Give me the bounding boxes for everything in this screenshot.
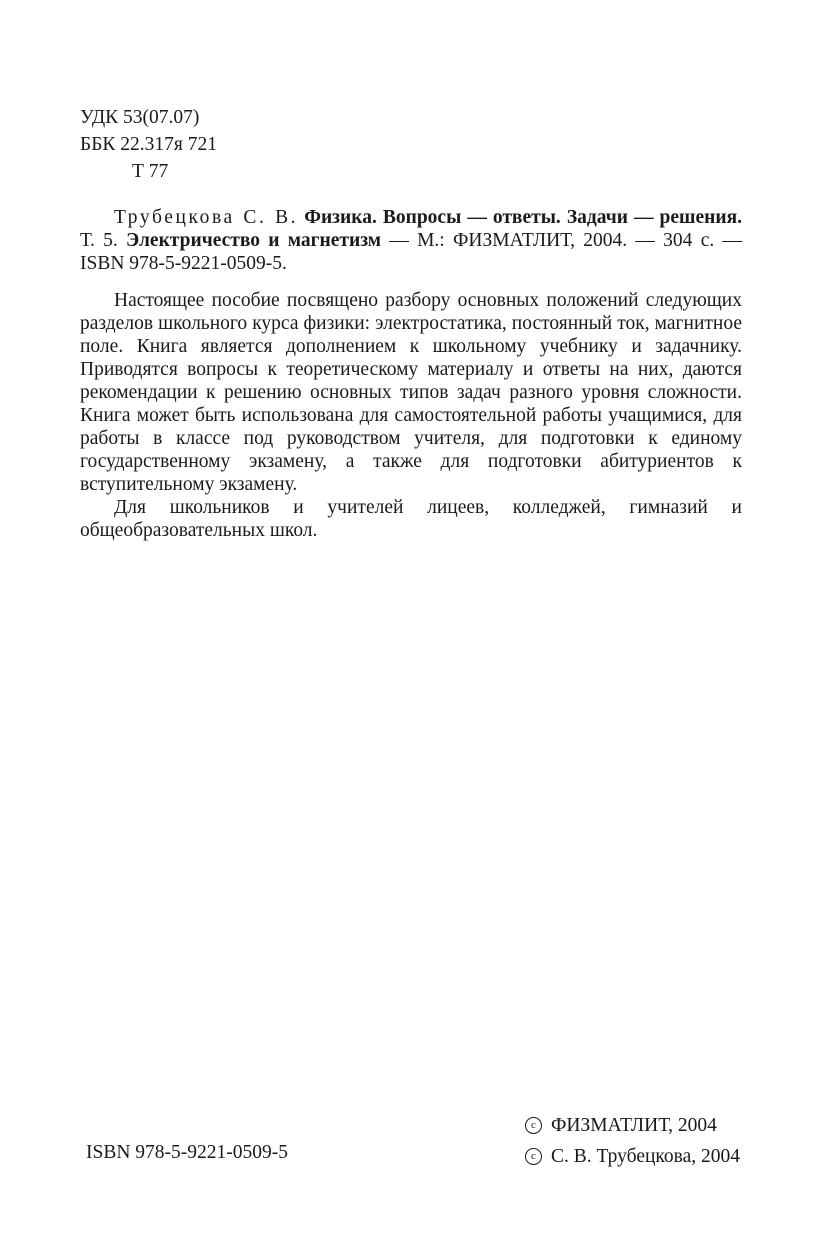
annotation <box>80 289 742 542</box>
volume-number: Т. 5. <box>80 230 118 251</box>
book-title: Физика. Вопросы — ответы. Задачи — решения. <box>304 207 742 228</box>
volume-title: Электричество и магнетизм <box>126 230 382 251</box>
publication-info: — М.: ФИЗМАТЛИТ, 2004. — 304 с. — ISBN 978-5-9221-0509-5. <box>80 230 742 274</box>
author-name: Трубецкова С. В. <box>114 207 299 228</box>
copyright-icon: c <box>525 1117 542 1134</box>
copyright-block <box>525 1110 740 1172</box>
copyright-author: С. В. Трубецкова, 2004 <box>551 1146 741 1167</box>
isbn-footer: ISBN 978-5-9221-0509-5 <box>86 1142 289 1163</box>
copyright-publisher: ФИЗМАТЛИТ, 2004 <box>551 1115 717 1136</box>
bibliographic-paragraph <box>80 206 742 275</box>
bibliographic-record <box>80 206 742 275</box>
annotation-paragraph-1: Настоящее пособие посвящено разбору основных положений следующих разделов школьного курса физики: электростатика, постоянный ток, магнитное поле. Книга является дополнением к школьному учебнику и задачнику. Приводятся вопросы к теоретическому материалу и ответы на них, даются рекомендации к решению основных типов задач разного уровня сложности. Книга может быть использована для самостоятельной работы учащимися, для работы в классе под руководством учителя, для подготовки к единому государственному экзамену, а также для подготовки абитуриентов к вступительному экзамену. <box>80 290 742 495</box>
copyright-publisher-line <box>525 1110 740 1141</box>
author-mark: Т 77 <box>132 161 169 182</box>
copyright-icon: c <box>525 1148 542 1165</box>
classification-codes <box>80 104 217 185</box>
bbk-code: ББК 22.317я 721 <box>80 134 217 155</box>
annotation-paragraph-2: Для школьников и учителей лицеев, колледжей, гимназий и общеобразовательных школ. <box>80 497 742 541</box>
copyright-author-line <box>525 1141 740 1172</box>
udk-code: УДК 53(07.07) <box>80 107 200 128</box>
